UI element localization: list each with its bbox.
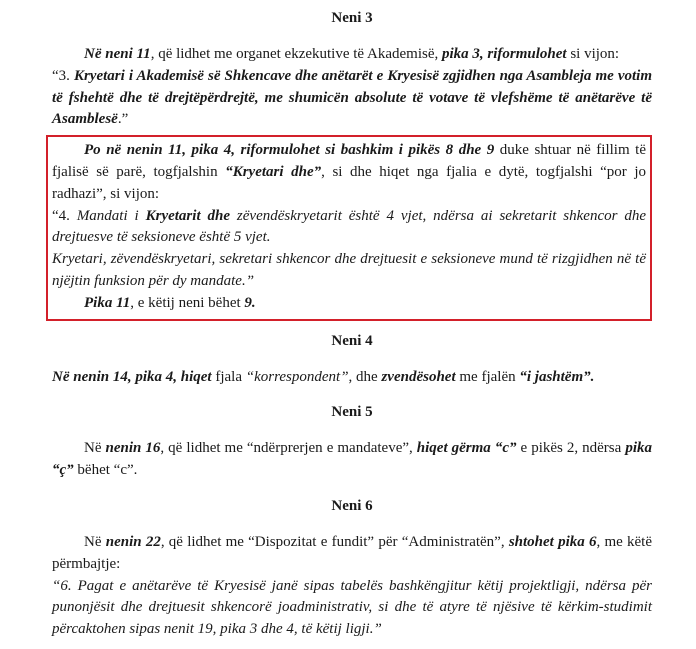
- text-segment: , si dhe hiqet nga fjalia e dytë, togfjalshi “por jo radhazi”, si vijon:: [52, 163, 646, 202]
- text-segment: “Kryetari dhe”: [225, 163, 322, 180]
- text-segment: .”: [117, 111, 129, 128]
- text-segment: , që lidhet me “ndërprerjen e mandateve”,: [160, 440, 417, 457]
- text-segment: e pikës 2, ndërsa: [516, 440, 626, 457]
- text-segment: “korrespondent”: [245, 368, 349, 385]
- text-segment: , me këtë përmbajtje:: [52, 533, 653, 572]
- text-segment: shtohet pika 6: [508, 533, 597, 550]
- text-segment: nenin 22: [105, 533, 161, 550]
- text-segment: 9.: [244, 294, 256, 311]
- text-segment: si vijon:: [566, 46, 620, 62]
- highlight-box: [46, 135, 652, 320]
- text-segment: Po në nenin 11, pika 4, riformulohet si bashkim i pikës 8 dhe 9: [84, 142, 495, 159]
- text-segment: bëhet “c”.: [73, 462, 138, 479]
- neni3-quote-3: [52, 66, 652, 131]
- text-segment: pika 3, riformulohet: [441, 46, 567, 62]
- neni3-paragraph-1: [52, 44, 652, 66]
- text-segment: hiqet gërma “c”: [416, 440, 517, 457]
- highlighted-quote-4: [52, 206, 646, 250]
- text-segment: fjala: [211, 368, 246, 385]
- neni6-paragraph: [52, 532, 652, 576]
- text-segment: duke shtuar në fillim të fjalisë së parë, togfjalshin: [52, 142, 646, 180]
- text-segment: , që lidhet me “Dispozitat e fundit” për “Administratën”,: [160, 533, 509, 550]
- heading-neni-5: Neni 5: [331, 404, 373, 421]
- heading-neni-3: Neni 3: [331, 10, 373, 26]
- text-segment: “4.: [52, 207, 77, 224]
- text-segment: , e këtij neni bëhet: [130, 294, 245, 311]
- text-segment: “i jashtëm”.: [519, 368, 595, 385]
- highlighted-quote-4-cont: [52, 249, 646, 293]
- neni4-paragraph: [52, 367, 652, 389]
- text-segment: Kryetari i Akademisë së Shkencave dhe anëtarët e Kryesisë zgjidhen nga Asambleja me votim të fshehtë dhe të drejtëpërdrejtë, me shumicën absolute të votave të vlefshëme të anëtarëve të Asamblesë: [52, 67, 652, 128]
- text-segment: “3.: [52, 67, 74, 84]
- heading-neni-6: Neni 6: [331, 497, 373, 514]
- text-segment: “6. Pagat e anëtarëve të Kryesisë janë sipas tabelës bashkëngjitur këtij projektligji, ndërsa për punonjësit dhe drejtuesit shkencorë joadministrativ, si dhe të atyre të njësive të kërkim-studimit përcaktohen sipas nenit 19, pika 3 dhe 4, të këtij ligji.”: [52, 577, 652, 638]
- text-segment: , që lidhet me organet ekzekutive të Akademisë,: [150, 46, 442, 62]
- text-segment: Mandati i: [76, 207, 146, 224]
- text-segment: Kryetarit dhe: [145, 207, 231, 224]
- text-segment: Pika 11: [84, 294, 131, 311]
- text-segment: nenin 16: [105, 440, 161, 457]
- neni5-paragraph: [52, 438, 652, 482]
- text-segment: zvendësohet: [381, 368, 456, 385]
- text-segment: Në nenin 14, pika 4, hiqet: [52, 368, 212, 385]
- text-segment: pika “ç”: [52, 440, 652, 479]
- neni6-quote-6: [52, 576, 652, 641]
- text-segment: Në: [84, 533, 106, 550]
- highlighted-paragraph-1: [52, 140, 646, 205]
- text-segment: Kryetari, zëvendëskryetari, sekretari shkencor dhe drejtuesit e seksioneve mund të rizgjidhen në të njëjtin funksion për dy mandate.”: [52, 251, 646, 289]
- text-segment: , dhe: [348, 368, 382, 385]
- heading-neni-4: Neni 4: [331, 332, 373, 349]
- text-segment: zëvendëskryetarit është 4 vjet, ndërsa ai sekretarit shkencor dhe drejtuesve të seksioneve është 5 vjet.: [52, 207, 646, 246]
- text-segment: Në: [84, 440, 106, 457]
- text-segment: me fjalën: [455, 368, 520, 385]
- highlighted-pika-11: [52, 293, 646, 315]
- text-segment: Në neni 11: [84, 46, 151, 62]
